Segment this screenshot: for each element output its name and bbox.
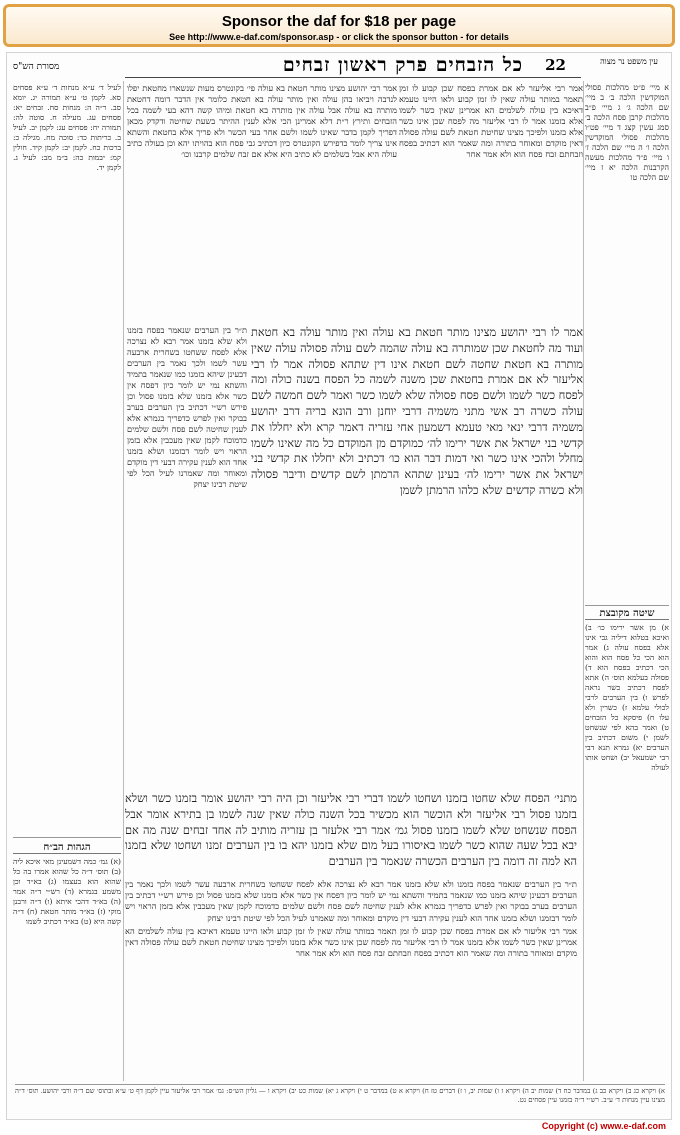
- page-header: [7, 53, 672, 79]
- header-rule: [125, 77, 581, 78]
- commentary-bottom-text: ת״ר בין הערבים שנאמר בפסח בזמנו ולא שלא בזמנו אמר רבא לא נצרכה אלא לפסח ששחטו בשחרית ארבעה עשר לשמו ולכך נאמר בין הערבים דבעינן שיהא בזמנו כמו שנאמר בתמיד והשתא נמי יש לומר כיון דפסח אין כשר אלא בזמנו שלא בזמנו פסול וכן פירש רש״י דכתיב בין הערבים בערב בבוקר ואין לפרש כדפריך בגמרא אלא לענין שחיטה לשם פסח ולשם שלמים כדמוכח לקמן שאין מעכבין אלא בזמן הראוי ויש לומר דבזמנו ושלא בזמנו אחד הוא לענין עקירה דבעי דין מוקדם ומאוחר ומה שאמרנו לעיל הכל לפי שיטת רבינו יצחק: [125, 879, 577, 923]
- rashi-text: אמר רבי אליעזר לא אם אמרת בפסח שכן קבוע לו זמן תאמר במותר עולה שאין לו זמן קבוע ולאו היינו טעמא דאיכא בין עולה לשלמים הא אמרינן שאין כשר לשמו אלא בזמנו אמר לו רבי אליעזר מה לפסח שכן אינו כשר אלא בזמנו ולפיכך מצינו שחיטת חטאת לשם עולה פסולה דאין מוקדם ומאוחר בתורה ומה שאמר הוא דכתיב בפסח וזבחתם זבח פסח הוא ולא אמר אחר: [399, 83, 583, 159]
- ein-mishpat-heading: עין משפט נר מצוה: [600, 57, 658, 66]
- tosafot-column: [127, 325, 247, 791]
- tosafot-text: אמר רבי יהושע מצינו מותר חטאת בא עולה פי׳ בקונטרס מעות שנשארו מחטאת יפלו לנדבה ויביאו בהן עולה ואין מותר עולה בא חטאת כלומר אין הדבר דומה דחטאת מותרה בא עולה אבל עולה אין מותרה בא חטאת ומיהו קשה דהא בעי לשמה בכל הזבחים ותירץ ר״ת דלא אמרינן הכי אלא לענין ההיתר בשעת שחיטה ודקדק מכאן דפריך לקמן בדבר שאינו לשמו ולשם אחר בעי הכשר ולא פריך אלא בחטאת והשתא אינו צריך לומר כדפירש הקונטרס כיון דכתיב גבי פסח הוא בהויתו יהא וכן בעולה כתיב עולה היא אבל בשלמים לא כתיב היא אלא אם זבח שלמים קרבנו וכו׳: [127, 83, 397, 159]
- hagahot-divider: [13, 837, 121, 838]
- rashi-bottom-text: אמר רבי אליעזר לא אם אמרת בפסח שכן קבוע לו זמן תאמר במותר עולה שאין לו זמן קבוע ולאו היינו טעמא דאיכא בין עולה לשלמים הא אמרינן שאין כשר לשמו אלא בזמנו אמר לו רבי אליעזר מה לפסח שכן אינו כשר אלא בזמנו ולפיכך מצינו שחיטת חטאת לשם עולה פסולה דאין מוקדם ומאוחר בתורה ומה שאמר הוא דכתיב בפסח וזבחתם זבח פסח הוא ולא אמר אחר: [125, 925, 577, 959]
- shita-title: שיטה מקובצת: [585, 609, 669, 620]
- hagahot-text: (א) גמ׳ כמה דשמעינן מאי איכא ליה (ב) תוס׳ ד״ה כל שהוא אמרו בה כל שהוא הוא בעצמו (ג) בא״ד וכן משמע בגמרא (ד) רש״י ד״ה אמר (ה) בא״ד דהכי איתא (ו) ד״ה ורבנן מוקי (ז) בא״ד מותר חטאת (ח) ד״ה קשה היא (ט) בא״ד דכתיב לשמו: [13, 857, 121, 926]
- masoret-heading: מסורת הש"ס: [13, 62, 60, 72]
- tosafot-continued-text: ת״ר בין הערבים שנאמר בפסח בזמנו ולא שלא בזמנו אמר רבא לא נצרכה אלא לפסח ששחטו בשחרית ארבעה עשר לשמו ולכך נאמר בין הערבים דבעינן שיהא בזמנו כמו שנאמר בתמיד והשתא נמי יש לומר כיון דפסח אין כשר אלא בזמנו שלא בזמנו פסול וכן פירש רש״י דכתיב בין הערבים בערב בבוקר ואין לפרש כדפריך בגמרא אלא לענין שחיטה לשם פסח ולשם שלמים כדמוכח לקמן שאין מעכבין אלא בזמן הראוי ויש לומר דבזמנו ושלא בזמנו אחד הוא לענין עקירה דבעי דין מוקדם ומאוחר ומה שאמרנו לעיל הכל לפי שיטת רבינו יצחק: [127, 325, 247, 489]
- page-number: 22: [545, 56, 566, 74]
- page-title: כל הזבחים פרק ראשון זבחים: [282, 54, 523, 76]
- ein-mishpat-column: [585, 83, 669, 603]
- shita-mekubetzet-box: [585, 609, 669, 1069]
- right-margin-divider: [583, 81, 584, 1081]
- commentary-bottom: [125, 879, 577, 1085]
- tosafot-upper: [127, 83, 397, 323]
- mishnah-text: מתני׳ הפסח שלא שחטו בזמנו ושחטו לשמו דברי רבי אליעזר וכן היה רבי יהושע אומר בזמנו כשר ושלא בזמנו פסול רבי אליעזר ולא הוכשר הוא מכשיר בכל השנה כולה שאין שנה לשמו בן בתירא אומר אבל הפסח שנשחט שלא לשמו בזמנו פסול גמ׳ אמר רבי אלעזר בן עזריה מותיב לה אחד זבחים שנה מה אם יבא בכל שעה שהוא כשר לשמו באיסורו בעל מום שלא בזמנו יהא בו בין הערבים זמנו ושחטו שלא בזמנו הא למה זה דומה בין הערבים הכשרה שנאמר בין הערבים: [125, 792, 577, 869]
- footnotes: א) ויקרא כג ב) ויקרא כב ג) במדבר כח ד) שמות יב ה) ויקרא ז ו) שמות יב, ו ז) דברים טז ח) ויקרא א ט) במדבר ט י) ויקרא ג יא) שמות כט יב) ויקרא ו — גליון הש״ס: גמ׳ אמר רבי אליעזר עיין לקמן דף ט׳ ע״א ובתוס׳ שם ד״ה ורבי יהושע. תוס׳ ד״ה מצינו עיין מנחות ד׳ ע״ב. רש״י ד״ה בזמנו עיין פסחים נט.: [15, 1087, 665, 1104]
- hagahot-box: [13, 843, 121, 1083]
- sponsor-title[interactable]: Sponsor the daf for $18 per page: [221, 13, 457, 30]
- sponsor-banner[interactable]: [3, 4, 675, 47]
- shita-text: א) מן אשר ירימו כו׳ ב) ואיכא בטלוא דיליה גבי אינו אלא בפסח עולה ג) אמר הוא הכי כל פסח הוא והוא הכי דכתיב בפסח הוא ד) פסולה בעלמא תוס׳ ה) אתא לפסח דכתיב כשר נראה לפרש ו) בין הערבים לרבי לכולי עלמא ז) כשרין ולא עלו ח) פיסקא כל הזבחים ט) ואמר בהא לפי שנשחט לשמן י) משום דכתיב בין הערבים יא) גמרא תנא דבי רבי ישמעאל יב) ושחט אותו לעולה: [585, 623, 669, 772]
- masoret-column: [13, 83, 121, 813]
- hagahot-title: הגהות הב״ח: [13, 843, 121, 854]
- shita-divider: [585, 605, 669, 606]
- talmud-page: [6, 52, 672, 1120]
- copyright-link[interactable]: Copyright (c) www.e-daf.com: [541, 1121, 666, 1131]
- sponsor-subtitle[interactable]: See http://www.e-daf.com/sponsor.asp - or click the sponsor button - for details: [169, 32, 509, 42]
- ein-mishpat-text: א מיי׳ פ״ט מהלכות פסולי המוקדשין הלכה ב׳ ב מיי׳ שם הלכה ג׳ ג מיי׳ פ״ב מהלכות קרבן פסח הלכה ב׳ סמג עשין קצג ד מיי׳ פט״ו מהלכות פסולי המוקדשין הלכה ו׳ ה מיי׳ שם הלכה ז׳ ו מיי׳ פ״ד מהלכות מעשה הקרבנות הלכה יא ז מיי׳ שם הלכה טו: [585, 83, 669, 182]
- left-margin-divider: [123, 81, 124, 1081]
- masoret-text: לעיל ד׳ ע״א מנחות ד׳ ע״א פסחים סא. לקמן ט׳ ע״א תמורה יג. יומא סב. ר״ה ה: מנחות סח. זבחים יא: פסחים עג. מעילה ח. סוטה לה: תמורה יח: פסחים עג: לקמן יב. לעיל ב. כריתות כד: סוכה מח. מגילה כ: ברכות כח. לקמן יב: לקמן קיד. חולין קמ: יבמות כה: ב״מ מב: לעיל ג. לקמן יד.: [13, 83, 121, 172]
- gemara-text: אמר לו רבי יהושע מצינו מותר חטאת בא עולה ואין מותר עולה בא חטאת ועוד מה לחטאת שכן שמותרה בא עולה שהמה לשם עולה פסולה עולה שאין מותרה בא חטאת שחטה לשם חטאת אינו דין שתהא פסולה אמר לו רבי אליעזר לא אם אמרת בחטאת שכן משנה לשמה כל הפסח בשנה כולה ומה לפסח כשר לשמו ולשם פסח פסולה שלא לשמו כשר ואמר לשם חמשה לשם עולה כשרה רב אשי מתני משמיה דרבי יוחנן ורב הונא בריה דרב יהושע משמיה דרבי ינאי מאי טעמא דשמעון אחי עזריה דאמר קרא ולא יחללו את קדשי בני ישראל את אשר ירימו לה׳ כמוקדם מן המוקדם כל מה שאינו לשמו מחלל ולהכי אינו כשר ואי דמות דבר הוא כו׳ דכתיב ולא יחללו את קדשי בני ישראל את אשר ירימו לה׳ בעינן שתהא הרמתן לשם קדשים ודיבר פסולה ולא כשרה קדשים שלא כלהו הרמתן לשמן: [251, 326, 583, 497]
- gemara-full-width: [125, 791, 577, 875]
- rashi-column: [399, 83, 583, 323]
- gemara-column: [251, 325, 583, 791]
